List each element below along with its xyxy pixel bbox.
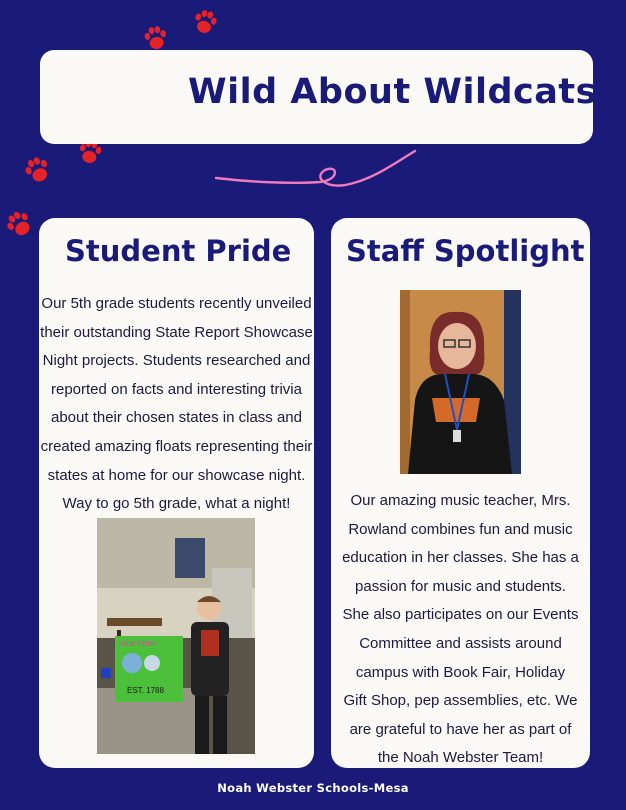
text-line: are grateful to have her as part of bbox=[349, 720, 572, 738]
student-project-photo bbox=[97, 518, 255, 754]
page-title: Wild About Wildcats bbox=[188, 72, 597, 112]
text-line: Committee and assists around bbox=[359, 634, 562, 652]
staff-teacher-photo bbox=[400, 290, 521, 474]
paw-print-icon bbox=[188, 6, 222, 40]
project-box-label: EST. 1788 bbox=[127, 686, 164, 695]
text-line: the Noah Webster Team! bbox=[377, 749, 544, 767]
project-sign: NEW YORK bbox=[119, 641, 157, 648]
decorative-squiggle bbox=[210, 148, 420, 198]
text-line: their outstanding State Report Showcase bbox=[40, 323, 313, 341]
text-line: Our amazing music teacher, Mrs. bbox=[350, 492, 571, 509]
text-line: states at home for our showcase night. bbox=[47, 466, 306, 484]
text-line: Night projects. Students researched and bbox=[42, 352, 311, 370]
footer-school-name: Noah Webster Schools-Mesa bbox=[217, 781, 409, 795]
paw-print-icon bbox=[2, 207, 38, 243]
student-pride-text bbox=[39, 290, 314, 519]
text-line: Gift Shop, pep assemblies, etc. We bbox=[343, 692, 578, 710]
student-pride-heading: Student Pride bbox=[65, 234, 292, 268]
text-line: Way to go 5th grade, what a night! bbox=[62, 495, 291, 513]
paw-print-icon bbox=[20, 153, 56, 189]
text-line: passion for music and students. bbox=[355, 577, 566, 595]
text-line: reported on facts and interesting trivia bbox=[51, 380, 302, 398]
text-line: created amazing floats representing their bbox=[40, 437, 313, 455]
text-line: She also participates on our Events bbox=[342, 606, 579, 624]
text-line: education in her classes. She has a bbox=[342, 549, 579, 567]
text-line: campus with Book Fair, Holiday bbox=[355, 663, 566, 681]
text-line: Rowland combines fun and music bbox=[348, 520, 573, 538]
staff-spotlight-heading: Staff Spotlight bbox=[346, 234, 585, 268]
staff-spotlight-text bbox=[338, 487, 583, 773]
text-line: Our 5th grade students recently unveiled bbox=[41, 295, 312, 312]
text-line: about their chosen states in class and bbox=[51, 409, 302, 427]
